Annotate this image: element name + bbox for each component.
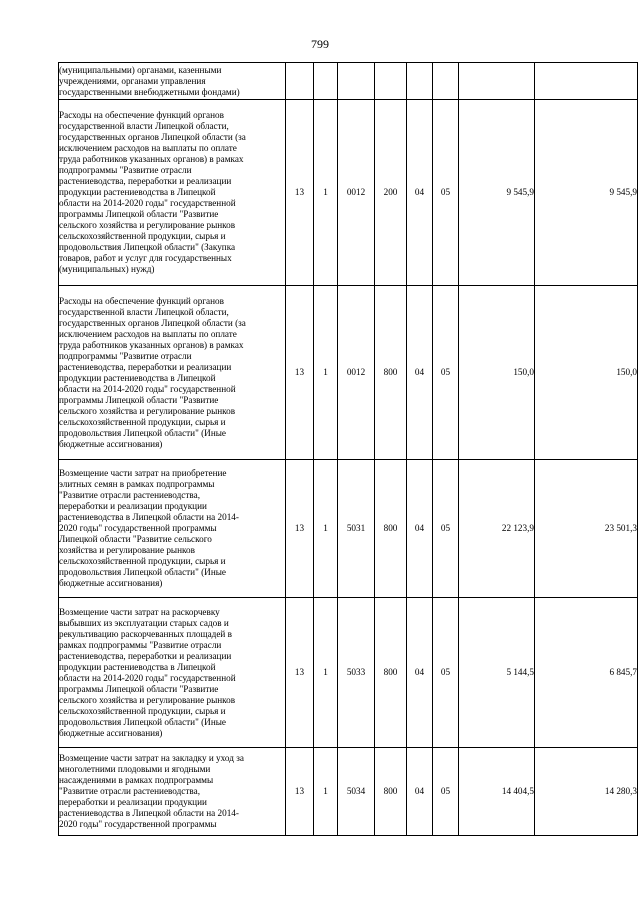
description-line: программы Липецкой области "Развитие	[59, 209, 219, 219]
cell-razdel	[314, 63, 338, 100]
description-line: переработки и реализации продукции	[59, 797, 207, 807]
cell-csr	[338, 63, 375, 100]
description-line: продовольствия Липецкой области" (Закупка	[59, 242, 236, 252]
description-line: сельского хозяйства и регулирование рынков	[59, 405, 236, 416]
cell-rz: 04	[407, 748, 433, 836]
cell-amount-1: 14 404,5	[459, 748, 535, 836]
table-row	[59, 598, 638, 748]
cell-vr	[375, 63, 407, 100]
cell-ved: 13	[286, 286, 314, 460]
description-line: государственных органов Липецкой области (за	[59, 132, 246, 142]
cell-razdel: 1	[314, 598, 338, 748]
description-line: "Развитие отрасли растениеводства,	[59, 786, 200, 796]
description-line: растениеводства, переработки и реализации	[59, 361, 232, 372]
description-line: многолетними плодовыми и ягодными	[59, 764, 211, 774]
description-line: выбывших из эксплуатации старых садов и	[59, 617, 229, 628]
table-row	[59, 63, 638, 100]
description-line: государственных органов Липецкой области (за	[59, 317, 246, 328]
cell-rz: 04	[407, 460, 433, 598]
description-line: области на 2014-2020 годы" государственной	[59, 672, 236, 683]
description-line: растениеводства, переработки и реализации	[59, 650, 232, 661]
description-line: подпрограммы "Развитие отрасли	[59, 165, 192, 175]
description-line: продукции растениеводства в Липецкой	[59, 187, 216, 197]
cell-amount-2: 150,0	[535, 286, 638, 460]
description-line: учреждениями, органами управления	[59, 75, 206, 86]
cell-pr: 05	[433, 460, 459, 598]
description-line: растениеводства в Липецкой области на 2014-	[59, 512, 239, 522]
cell-pr: 05	[433, 100, 459, 286]
table-row	[59, 748, 638, 836]
description-line: элитных семян в рамках подпрограммы	[59, 479, 215, 489]
cell-vr: 800	[375, 460, 407, 598]
description-line: сельскохозяйственной продукции, сырья и	[59, 705, 226, 716]
cell-rz: 04	[407, 100, 433, 286]
description-line: сельского хозяйства и регулирование рынков	[59, 220, 236, 230]
description-line: продовольствия Липецкой области" (Иные	[59, 427, 226, 438]
cell-amount-1: 5 144,5	[459, 598, 535, 748]
description-line: государственными внебюджетными фондами)	[59, 86, 240, 97]
cell-amount-1: 22 123,9	[459, 460, 535, 598]
description-line: Возмещение части затрат на раскорчевку	[59, 606, 220, 617]
description-line: сельскохозяйственной продукции, сырья и	[59, 556, 226, 566]
cell-rz: 04	[407, 286, 433, 460]
cell-amount-1	[459, 63, 535, 100]
cell-rz: 04	[407, 598, 433, 748]
description-line: хозяйства и регулирование рынков	[59, 545, 195, 555]
description-line: сельскохозяйственной продукции, сырья и	[59, 231, 226, 241]
cell-ved	[286, 63, 314, 100]
cell-amount-2: 23 501,3	[535, 460, 638, 598]
description-line: насаждениями в рамках подпрограммы	[59, 775, 214, 785]
cell-amount-2	[535, 63, 638, 100]
description-line: Липецкой области "Развитие сельского	[59, 534, 212, 544]
description-line: 2020 годы" государственной программы	[59, 819, 217, 829]
description-line: подпрограммы "Развитие отрасли	[59, 350, 192, 361]
description-line: Возмещение части затрат на закладку и уход за	[59, 753, 244, 763]
description-line: товаров, работ и услуг для государственных	[59, 253, 232, 263]
description-line: области на 2014-2020 годы" государственной	[59, 383, 236, 394]
description-line: области на 2014-2020 годы" государственной	[59, 198, 236, 208]
description-line: растениеводства, переработки и реализации	[59, 176, 232, 186]
cell-ved: 13	[286, 460, 314, 598]
cell-csr: 0012	[338, 286, 375, 460]
description-line: растениеводства в Липецкой области на 2014-	[59, 808, 239, 818]
cell-amount-1: 9 545,9	[459, 100, 535, 286]
description-line: (муниципальных) нужд)	[59, 264, 155, 274]
cell-csr: 0012	[338, 100, 375, 286]
cell-pr	[433, 63, 459, 100]
cell-csr: 5031	[338, 460, 375, 598]
description-line: Расходы на обеспечение функций органов	[59, 295, 224, 306]
description-line: 2020 годы" государственной программы	[59, 523, 217, 533]
table-row	[59, 286, 638, 460]
description-line: программы Липецкой области "Развитие	[59, 683, 219, 694]
cell-csr: 5033	[338, 598, 375, 748]
cell-vr: 800	[375, 748, 407, 836]
cell-amount-2: 6 845,7	[535, 598, 638, 748]
table-row	[59, 100, 638, 286]
description-line: рекультивацию раскорчеванных площадей в	[59, 628, 232, 639]
description-line: (муниципальными) органами, казенными	[59, 64, 222, 75]
cell-amount-2: 9 545,9	[535, 100, 638, 286]
description-line: Возмещение части затрат на приобретение	[59, 468, 227, 478]
budget-table	[58, 62, 638, 836]
description-line: переработки и реализации продукции	[59, 501, 207, 511]
description-line: сельского хозяйства и регулирование рынков	[59, 694, 236, 705]
cell-description	[59, 598, 286, 748]
cell-ved: 13	[286, 748, 314, 836]
description-line: Расходы на обеспечение функций органов	[59, 110, 224, 120]
description-line: рамках подпрограммы "Развитие отрасли	[59, 639, 222, 650]
description-line: труда работников указанных органов) в рамках	[59, 154, 244, 164]
cell-description	[59, 286, 286, 460]
cell-pr: 05	[433, 748, 459, 836]
description-line: программы Липецкой области "Развитие	[59, 394, 219, 405]
description-line: труда работников указанных органов) в рамках	[59, 339, 244, 350]
cell-pr: 05	[433, 286, 459, 460]
description-line: государственной власти Липецкой области,	[59, 121, 229, 131]
cell-csr: 5034	[338, 748, 375, 836]
cell-vr: 200	[375, 100, 407, 286]
description-line: исключением расходов на выплаты по оплате	[59, 328, 237, 339]
cell-amount-1: 150,0	[459, 286, 535, 460]
cell-ved: 13	[286, 598, 314, 748]
cell-rz	[407, 63, 433, 100]
cell-vr: 800	[375, 286, 407, 460]
cell-ved: 13	[286, 100, 314, 286]
description-line: продукции растениеводства в Липецкой	[59, 661, 216, 672]
description-line: бюджетные ассигнования)	[59, 438, 163, 449]
description-line: бюджетные ассигнования)	[59, 727, 163, 738]
table-body	[59, 63, 638, 836]
description-line: продовольствия Липецкой области" (Иные	[59, 567, 226, 577]
cell-razdel: 1	[314, 100, 338, 286]
description-line: продовольствия Липецкой области" (Иные	[59, 716, 226, 727]
description-line: продукции растениеводства в Липецкой	[59, 372, 216, 383]
cell-description	[59, 748, 286, 836]
description-line: исключением расходов на выплаты по оплате	[59, 143, 237, 153]
table-row	[59, 460, 638, 598]
cell-description	[59, 100, 286, 286]
cell-razdel: 1	[314, 286, 338, 460]
description-line: "Развитие отрасли растениеводства,	[59, 490, 200, 500]
cell-razdel: 1	[314, 460, 338, 598]
description-line: бюджетные ассигнования)	[59, 578, 163, 588]
cell-amount-2: 14 280,3	[535, 748, 638, 836]
cell-razdel: 1	[314, 748, 338, 836]
cell-description	[59, 63, 286, 100]
description-line: сельскохозяйственной продукции, сырья и	[59, 416, 226, 427]
description-line: государственной власти Липецкой области,	[59, 306, 229, 317]
cell-pr: 05	[433, 598, 459, 748]
cell-vr: 800	[375, 598, 407, 748]
cell-description	[59, 460, 286, 598]
page-number: 799	[311, 37, 329, 51]
